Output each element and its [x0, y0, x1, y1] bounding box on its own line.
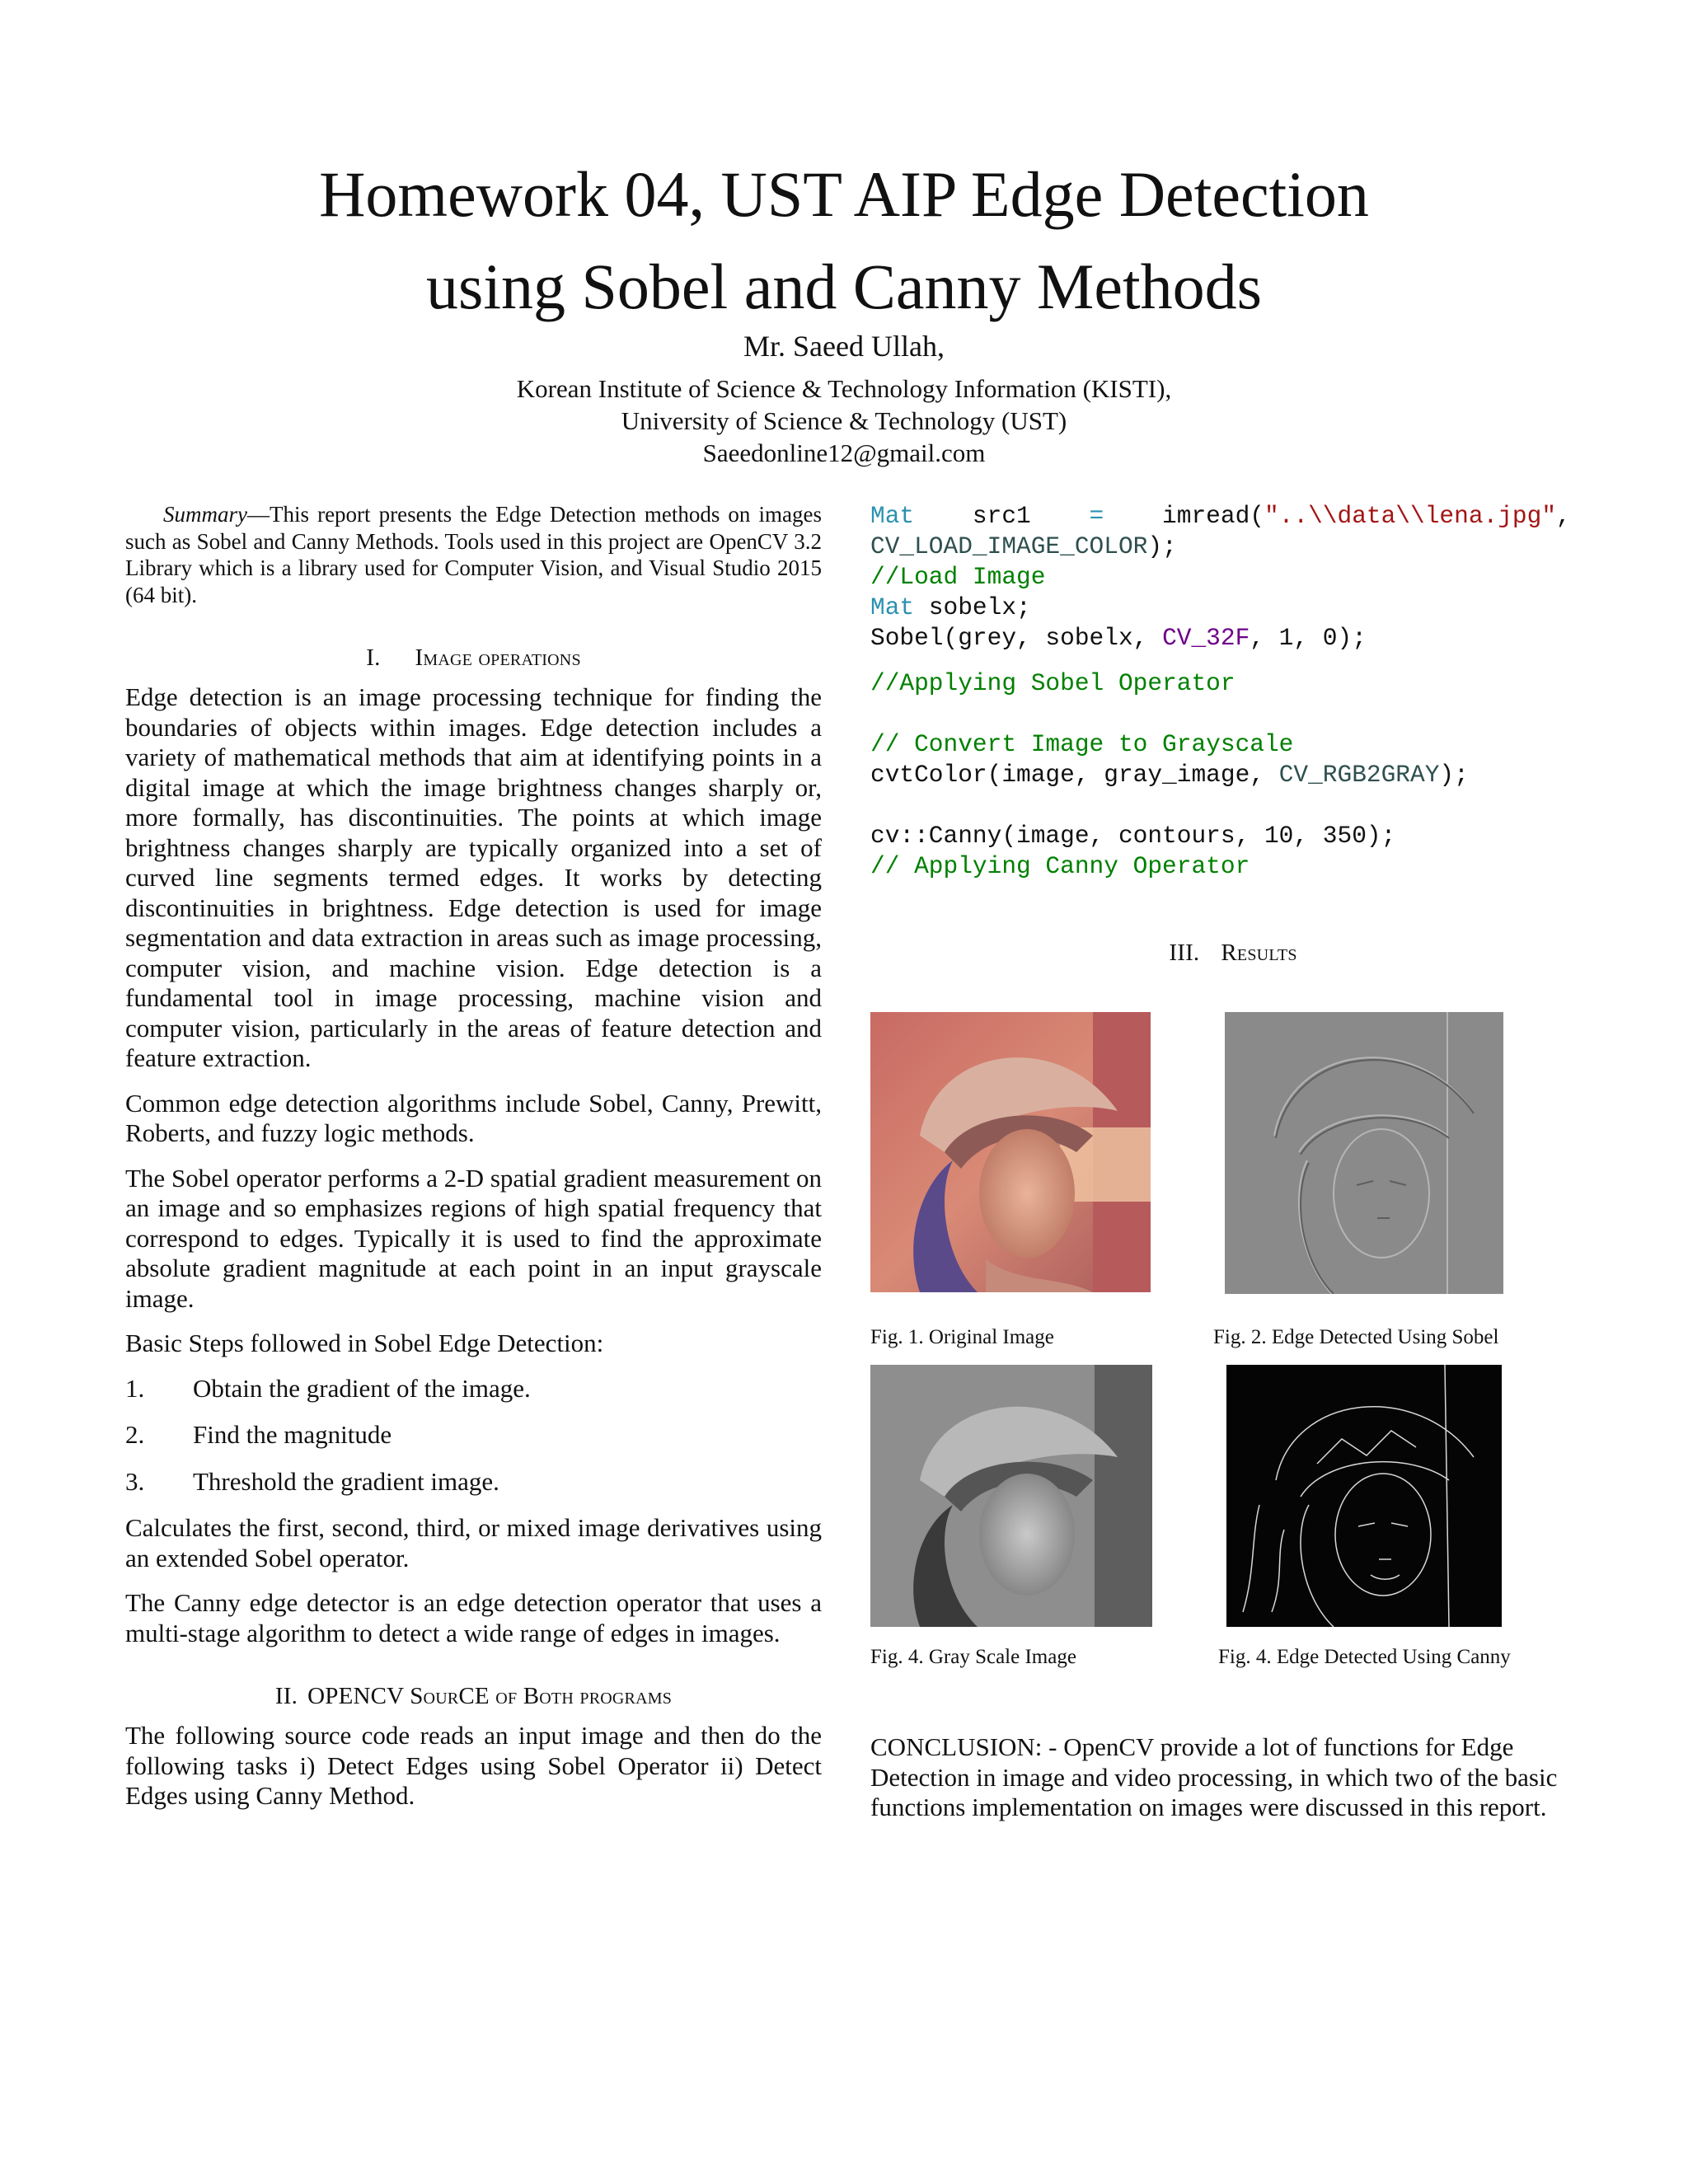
paper-title [0, 148, 1688, 333]
section-number: II. [274, 1683, 298, 1709]
section-number: I. [366, 644, 381, 671]
section-heading-results [870, 938, 1596, 968]
list-item: 3. Threshold the gradient image. [125, 1466, 499, 1496]
list-item: 2. Find the magnitude [125, 1420, 392, 1449]
author-email: Saeedonline12@gmail.com [702, 438, 986, 467]
code-line: cvtColor(image, gray_image, CV_RGB2GRAY); [870, 761, 1469, 789]
code-line: cv::Canny(image, contours, 10, 350); [870, 822, 1396, 850]
list-item: 1. Obtain the gradient of the image. [125, 1373, 531, 1403]
affiliation-line-1: Korean Institute of Science & Technology Information (KISTI), [516, 374, 1172, 403]
summary-paragraph [125, 501, 822, 608]
section-number: III. [1169, 940, 1200, 966]
figure-caption: Fig. 1. Original Image [870, 1326, 1054, 1348]
section-title: Image operations [415, 644, 581, 671]
figure-caption: Fig. 4. Gray Scale Image [870, 1646, 1076, 1668]
sobel-edge-image [1225, 1012, 1503, 1294]
section-title: Results [1221, 940, 1297, 966]
code-line: Sobel(grey, sobelx, CV_32F, 1, 0); [870, 624, 1367, 652]
code-line: CV_LOAD_IMAGE_COLOR); [870, 532, 1177, 560]
section-title: OPENCV SourCE of Both programs [307, 1683, 673, 1709]
source-code-block [870, 501, 1596, 882]
affiliation-line-2: University of Science & Technology (UST) [621, 406, 1067, 435]
right-column [870, 501, 1596, 882]
title-line-1: Homework 04, UST AIP Edge Detection [319, 158, 1369, 230]
body-paragraph: The Canny edge detector is an edge detection operator that uses a multi-stage algorithm to detect a wide range of edges in images. [125, 1588, 822, 1647]
body-paragraph: Common edge detection algorithms include Sobel, Canny, Prewitt, Roberts, and fuzzy logic methods. [125, 1088, 822, 1147]
conclusion-paragraph: CONCLUSION: - OpenCV provide a lot of functions for Edge Detection in image and video processing, in which two of the basic functions implementation on images were discussed in this report. [870, 1732, 1558, 1821]
body-paragraph: The following source code reads an input image and then do the following tasks i) Detect Edges using Sobel Operator ii) Detect Edges using Canny Method. [125, 1721, 822, 1810]
body-paragraph: The Sobel operator performs a 2-D spatial gradient measurement on an image and so emphasizes regions of high spatial frequency that correspond to edges. Typically it is used to find the approximate absolute gradient magnitude at each point in an input grayscale image. [125, 1163, 822, 1313]
figure-sobel-edges [1225, 1012, 1503, 1294]
canny-edge-image [1226, 1365, 1502, 1627]
summary-text: —This report presents the Edge Detection methods on images such as Sobel and Canny Methods. Tools used in this project are OpenCV 3.2 Library which is a library used for Computer Vision, and Visual Studio 2015 (64 bit). [125, 502, 822, 607]
body-paragraph: Edge detection is an image processing technique for finding the boundaries of objects within images. Edge detection includes a variety of mathematical methods that aim at identifying points in a digital image at which the image brightness changes sharply or, more formally, has discontinuities. The points at which image brightness changes sharply are typically organized into a set of curved line segments termed edges. It works by detecting discontinuities in brightness. Edge detection is used for image segmentation and data extraction in areas such as image processing, computer vision, and machine vision. Edge detection is a fundamental tool in image processing, machine vision and computer vision, particularly in the areas of feature detection and feature extraction. [125, 682, 822, 1072]
body-paragraph: Basic Steps followed in Sobel Edge Detection: [125, 1329, 604, 1357]
lena-color-image [870, 1012, 1151, 1292]
author-name: Mr. Saeed Ullah, [743, 330, 945, 363]
figure-gray-scale-image [870, 1365, 1152, 1627]
code-comment: // Convert Image to Grayscale [870, 730, 1294, 758]
figure-caption: Fig. 2. Edge Detected Using Sobel [1213, 1326, 1499, 1348]
code-comment: //Load Image [870, 563, 1046, 591]
section-heading-opencv-source [125, 1681, 822, 1711]
section-heading-image-operations [125, 643, 822, 673]
code-line: Mat sobelx; [870, 593, 1031, 621]
figure-caption: Fig. 4. Edge Detected Using Canny [1218, 1646, 1511, 1668]
figure-canny-edges [1226, 1365, 1502, 1627]
left-column [125, 501, 822, 1811]
code-line: Mat src1 = imread("..\\data\\lena.jpg", [870, 502, 1571, 530]
figure-original-image [870, 1012, 1151, 1292]
lena-gray-image [870, 1365, 1152, 1627]
code-comment: // Applying Canny Operator [870, 852, 1250, 880]
code-comment: //Applying Sobel Operator [870, 669, 1236, 697]
body-paragraph: Calculates the first, second, third, or mixed image derivatives using an extended Sobel operator. [125, 1513, 822, 1572]
title-line-2: using Sobel and Canny Methods [426, 251, 1262, 322]
summary-lead: Summary [163, 502, 247, 527]
author-affiliation [0, 373, 1688, 469]
